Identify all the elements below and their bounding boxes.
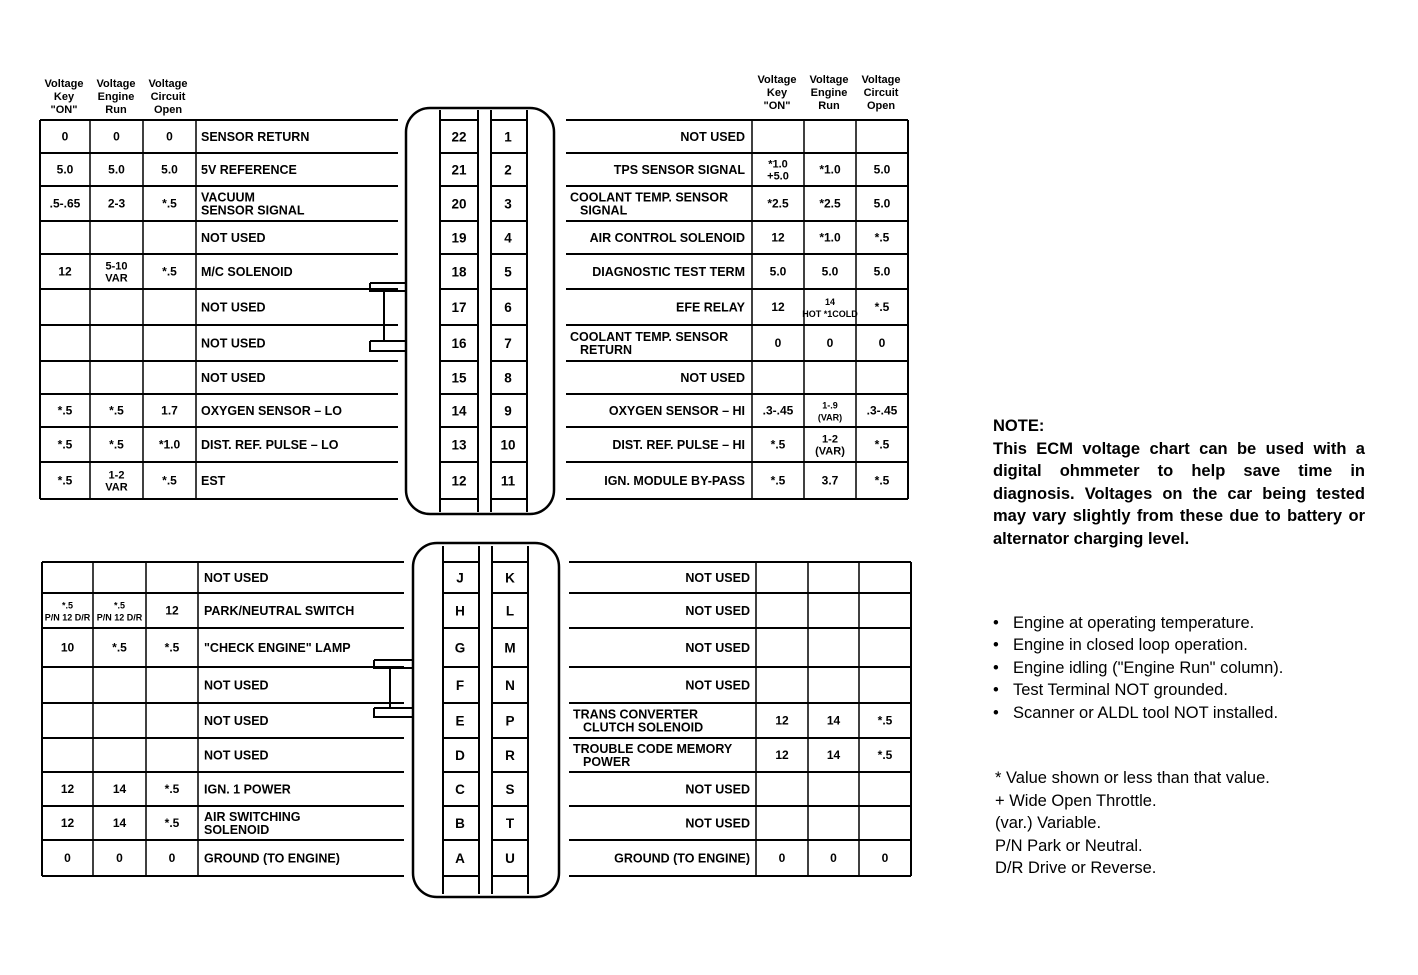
legend-item: * Value shown or less than that value. bbox=[995, 769, 1270, 787]
voltage-value: 12 bbox=[165, 603, 179, 618]
voltage-value: 14 bbox=[826, 748, 841, 762]
pin-number: 9 bbox=[504, 403, 512, 419]
voltage-value: 0 bbox=[166, 129, 173, 144]
voltage-value: (VAR) bbox=[817, 412, 843, 423]
circuit-label: SIGNAL bbox=[580, 203, 628, 218]
pin-number: R bbox=[505, 748, 515, 763]
pin-number: 17 bbox=[451, 300, 467, 315]
upper-connector-shell bbox=[406, 108, 554, 514]
circuit-label: PARK/NEUTRAL SWITCH bbox=[204, 604, 355, 618]
voltage-value: 12 bbox=[60, 782, 75, 796]
circuit-label: NOT USED bbox=[685, 782, 750, 797]
pin-number: K bbox=[505, 570, 515, 586]
circuit-label: DIST. REF. PULSE – LO bbox=[201, 438, 339, 452]
circuit-label: TPS SENSOR SIGNAL bbox=[613, 163, 745, 177]
voltage-value: 5.0 bbox=[161, 162, 178, 177]
condition-item: • Engine in closed loop operation. bbox=[993, 634, 1283, 656]
pin-number: E bbox=[455, 713, 465, 729]
lower-connector-latch bbox=[374, 660, 413, 717]
circuit-label: COOLANT TEMP. SENSOR bbox=[570, 330, 729, 344]
voltage-value: 5.0 bbox=[108, 162, 125, 177]
voltage-value: 0 bbox=[778, 851, 786, 865]
voltage-value: 12 bbox=[775, 713, 789, 728]
header-right-key-on bbox=[751, 74, 803, 113]
voltage-value: *.5 bbox=[874, 230, 890, 245]
circuit-label: DIST. REF. PULSE – HI bbox=[612, 438, 745, 452]
pin-number: F bbox=[455, 678, 465, 693]
upper-connector-latch bbox=[370, 283, 406, 351]
voltage-value: .3-.45 bbox=[866, 403, 898, 418]
voltage-value: 12 bbox=[60, 816, 75, 830]
pin-number: 11 bbox=[500, 473, 516, 489]
voltage-value: *.5 bbox=[874, 300, 890, 314]
voltage-value: *.5 bbox=[162, 473, 177, 488]
voltage-value: VAR bbox=[105, 481, 128, 494]
header-line: Open bbox=[153, 104, 183, 116]
voltage-value: 0 bbox=[113, 129, 120, 144]
circuit-label: RETURN bbox=[580, 343, 633, 357]
voltage-value: 0 bbox=[61, 129, 69, 144]
note-body: This ECM voltage chart can be used with a digital ohmmeter to help save time in diagnosis. Voltages on the car being tested may vary slightly from these due to battery or alternator charging level. bbox=[993, 439, 1365, 548]
lower-connector-shell bbox=[413, 543, 559, 897]
voltage-value: 2-3 bbox=[107, 196, 126, 211]
header-line: Circuit bbox=[150, 91, 186, 103]
header-line: Voltage bbox=[148, 78, 188, 90]
voltage-value: *1.0 bbox=[819, 162, 841, 177]
voltage-value: 14 bbox=[112, 816, 127, 830]
voltage-value: *.5 bbox=[109, 437, 124, 452]
voltage-value: 0 bbox=[168, 851, 176, 865]
circuit-label: NOT USED bbox=[680, 130, 745, 144]
voltage-value: *.5 bbox=[162, 264, 177, 279]
circuit-label: 5V REFERENCE bbox=[201, 163, 297, 177]
voltage-value: *.5 bbox=[874, 473, 890, 488]
voltage-value: 12 bbox=[771, 230, 785, 245]
header-line: Open bbox=[866, 100, 896, 112]
pin-number: 15 bbox=[451, 370, 467, 386]
circuit-label: M/C SOLENOID bbox=[201, 265, 293, 279]
circuit-label: OXYGEN SENSOR – LO bbox=[201, 404, 343, 418]
voltage-value: 12 bbox=[771, 300, 785, 314]
header-line: "ON" bbox=[763, 100, 791, 112]
voltage-value: P/N 12 D/R bbox=[44, 612, 91, 623]
header-line: "ON" bbox=[50, 104, 78, 116]
circuit-label: DIAGNOSTIC TEST TERM bbox=[592, 265, 745, 279]
voltage-value: (VAR) bbox=[815, 445, 845, 458]
circuit-label: GROUND (TO ENGINE) bbox=[204, 851, 340, 866]
circuit-label: NOT USED bbox=[201, 336, 266, 351]
header-line: Run bbox=[105, 104, 127, 116]
header-line: Voltage bbox=[757, 74, 797, 86]
circuit-label: EFE RELAY bbox=[675, 300, 745, 315]
circuit-label: NOT USED bbox=[685, 571, 750, 585]
voltage-value: *.5 bbox=[877, 748, 893, 762]
circuit-label: NOT USED bbox=[201, 300, 266, 315]
circuit-label: CLUTCH SOLENOID bbox=[583, 720, 704, 735]
header-right-circuit-open bbox=[855, 74, 907, 113]
header-line: Voltage bbox=[44, 78, 84, 90]
voltage-value: 0 bbox=[830, 851, 837, 865]
voltage-value: 14 bbox=[826, 713, 841, 728]
circuit-label: IGN. 1 POWER bbox=[204, 782, 291, 797]
header-left-key-on bbox=[38, 78, 90, 117]
voltage-value: *.5 bbox=[162, 196, 177, 211]
voltage-value: 5.0 bbox=[769, 264, 787, 279]
voltage-value: 1-.9 bbox=[822, 400, 838, 411]
header-line: Key bbox=[766, 87, 788, 99]
circuit-label: GROUND (TO ENGINE) bbox=[614, 851, 750, 866]
voltage-value: P/N 12 D/R bbox=[96, 612, 143, 623]
voltage-value: *.5 bbox=[57, 437, 73, 452]
circuit-label: AIR CONTROL SOLENOID bbox=[589, 231, 745, 245]
pin-number: T bbox=[505, 816, 515, 831]
pin-number: 6 bbox=[504, 300, 512, 315]
voltage-value: 10 bbox=[60, 640, 75, 655]
legend-item: (var.) Variable. bbox=[995, 814, 1102, 833]
pin-number: 4 bbox=[504, 230, 512, 246]
legend-item: + Wide Open Throttle. bbox=[995, 791, 1157, 810]
voltage-value: .3-.45 bbox=[762, 403, 794, 418]
circuit-label: VACUUM bbox=[201, 190, 255, 205]
voltage-value: 14 bbox=[824, 297, 836, 307]
pin-number: N bbox=[505, 678, 515, 693]
pin-number: M bbox=[504, 640, 516, 656]
voltage-value: 5.0 bbox=[873, 162, 891, 177]
pin-number: 22 bbox=[451, 129, 467, 145]
voltage-value: 0 bbox=[881, 851, 889, 865]
voltage-value: 0 bbox=[774, 336, 782, 350]
circuit-label: NOT USED bbox=[204, 714, 269, 728]
header-left-circuit-open bbox=[142, 78, 194, 117]
voltage-value: *.5 bbox=[164, 816, 180, 830]
voltage-value: 5.0 bbox=[56, 162, 74, 177]
note-panel bbox=[993, 415, 1365, 551]
pin-number: J bbox=[456, 570, 464, 586]
symbol-legend bbox=[995, 767, 1270, 880]
voltage-value: 12 bbox=[775, 748, 789, 762]
pin-number: 16 bbox=[451, 336, 467, 351]
circuit-label: "CHECK ENGINE" LAMP bbox=[204, 641, 351, 655]
voltage-value: 0 bbox=[116, 851, 123, 865]
voltage-value: *.5 bbox=[164, 782, 180, 796]
pin-number: B bbox=[455, 816, 465, 831]
pin-number: 21 bbox=[451, 162, 467, 178]
header-line: Key bbox=[53, 91, 75, 103]
pin-number: P bbox=[505, 713, 515, 729]
voltage-value: *.5 bbox=[61, 600, 74, 611]
condition-item: • Test Terminal NOT grounded. bbox=[993, 679, 1283, 701]
voltage-value: *2.5 bbox=[819, 196, 841, 211]
header-line: Circuit bbox=[863, 87, 899, 99]
circuit-label: TRANS CONVERTER bbox=[573, 707, 699, 722]
voltage-value: *.5 bbox=[877, 713, 893, 728]
pin-number: 1 bbox=[504, 129, 512, 145]
voltage-value: 0 bbox=[826, 336, 834, 350]
pin-number: 8 bbox=[504, 370, 512, 386]
circuit-label: NOT USED bbox=[204, 571, 269, 585]
pin-number: 14 bbox=[451, 403, 467, 419]
voltage-value: 3.7 bbox=[821, 473, 839, 488]
circuit-label: EST bbox=[201, 474, 226, 488]
voltage-value: *2.5 bbox=[767, 196, 789, 211]
circuit-label: NOT USED bbox=[680, 371, 745, 385]
voltage-value: .5-.65 bbox=[49, 196, 81, 211]
legend-item: D/R Drive or Reverse. bbox=[995, 859, 1157, 878]
pin-number: 18 bbox=[451, 264, 467, 280]
circuit-label: AIR SWITCHING bbox=[204, 810, 301, 824]
condition-item: • Scanner or ALDL tool NOT installed. bbox=[993, 702, 1283, 724]
pin-number: 13 bbox=[451, 437, 467, 453]
pin-number: D bbox=[455, 748, 465, 763]
circuit-label: NOT USED bbox=[201, 371, 266, 385]
circuit-label: NOT USED bbox=[685, 678, 750, 693]
circuit-label: NOT USED bbox=[685, 816, 750, 831]
voltage-value: 1-2 bbox=[108, 469, 125, 482]
pin-number: L bbox=[505, 603, 515, 619]
voltage-value: *1.0 bbox=[819, 230, 841, 245]
circuit-label: SOLENOID bbox=[204, 823, 270, 837]
pin-number: 3 bbox=[504, 196, 512, 212]
header-line: Run bbox=[818, 100, 840, 112]
voltage-value: *.5 bbox=[57, 473, 73, 488]
voltage-value: 5.0 bbox=[821, 264, 839, 279]
voltage-value: *.5 bbox=[164, 640, 180, 655]
voltage-value: 1.7 bbox=[161, 403, 178, 418]
voltage-value: *.5 bbox=[57, 403, 73, 418]
circuit-label: NOT USED bbox=[685, 641, 750, 655]
circuit-label: SENSOR SIGNAL bbox=[201, 203, 305, 218]
voltage-value: *1.0 bbox=[768, 158, 788, 171]
voltage-value: *.5 bbox=[770, 437, 786, 452]
pin-number: 12 bbox=[451, 473, 467, 489]
voltage-value: 1-2 bbox=[822, 433, 838, 446]
voltage-value: 0 bbox=[878, 336, 886, 350]
circuit-label: SENSOR RETURN bbox=[201, 130, 310, 144]
header-line: Engine bbox=[810, 87, 848, 99]
voltage-value: 12 bbox=[58, 264, 72, 279]
circuit-label: NOT USED bbox=[204, 748, 269, 763]
voltage-value: 0 bbox=[64, 851, 71, 865]
voltage-value: VAR bbox=[105, 272, 128, 285]
voltage-value: 5-10 bbox=[105, 260, 128, 273]
legend-item: P/N Park or Neutral. bbox=[995, 836, 1143, 855]
voltage-value: *.5 bbox=[113, 600, 126, 611]
circuit-label: POWER bbox=[583, 755, 631, 769]
circuit-label: OXYGEN SENSOR – HI bbox=[608, 404, 745, 418]
circuit-label: NOT USED bbox=[201, 231, 266, 245]
voltage-value: 14 bbox=[112, 782, 127, 796]
pin-number: C bbox=[455, 782, 465, 797]
voltage-value: 5.0 bbox=[873, 196, 891, 211]
pin-number: S bbox=[505, 782, 515, 797]
pin-number: 5 bbox=[504, 264, 512, 280]
pin-number: 7 bbox=[504, 336, 512, 351]
pin-number: G bbox=[454, 640, 466, 656]
voltage-value: *.5 bbox=[874, 437, 890, 452]
circuit-label: NOT USED bbox=[685, 604, 750, 618]
pin-number: 10 bbox=[500, 437, 516, 453]
header-line: Engine bbox=[97, 91, 135, 103]
voltage-value: *.5 bbox=[109, 403, 124, 418]
pin-number: A bbox=[455, 851, 465, 866]
conditions-list bbox=[993, 612, 1283, 724]
header-line: Voltage bbox=[809, 74, 849, 86]
header-line: Voltage bbox=[861, 74, 901, 86]
circuit-label: COOLANT TEMP. SENSOR bbox=[570, 190, 729, 205]
pin-number: 19 bbox=[451, 230, 467, 246]
voltage-value: *.5 bbox=[112, 640, 127, 655]
pin-number: U bbox=[505, 851, 515, 866]
header-right-engine-run bbox=[803, 74, 855, 113]
header-line: Voltage bbox=[96, 78, 136, 90]
condition-item: • Engine idling ("Engine Run" column). bbox=[993, 657, 1283, 679]
voltage-value: 5.0 bbox=[873, 264, 891, 279]
voltage-value: HOT *1COLD bbox=[802, 309, 858, 319]
voltage-value: *1.0 bbox=[158, 437, 181, 452]
circuit-label: IGN. MODULE BY-PASS bbox=[604, 474, 745, 488]
circuit-label: TROUBLE CODE MEMORY bbox=[573, 742, 733, 756]
voltage-value: *.5 bbox=[770, 473, 786, 488]
pin-number: H bbox=[455, 603, 465, 619]
condition-item: • Engine at operating temperature. bbox=[993, 612, 1283, 634]
header-left-engine-run bbox=[90, 78, 142, 117]
pin-number: 2 bbox=[504, 162, 512, 178]
note-title: NOTE: bbox=[993, 417, 1045, 435]
pin-number: 20 bbox=[451, 196, 467, 212]
voltage-value: +5.0 bbox=[767, 170, 789, 183]
circuit-label: NOT USED bbox=[204, 678, 269, 693]
